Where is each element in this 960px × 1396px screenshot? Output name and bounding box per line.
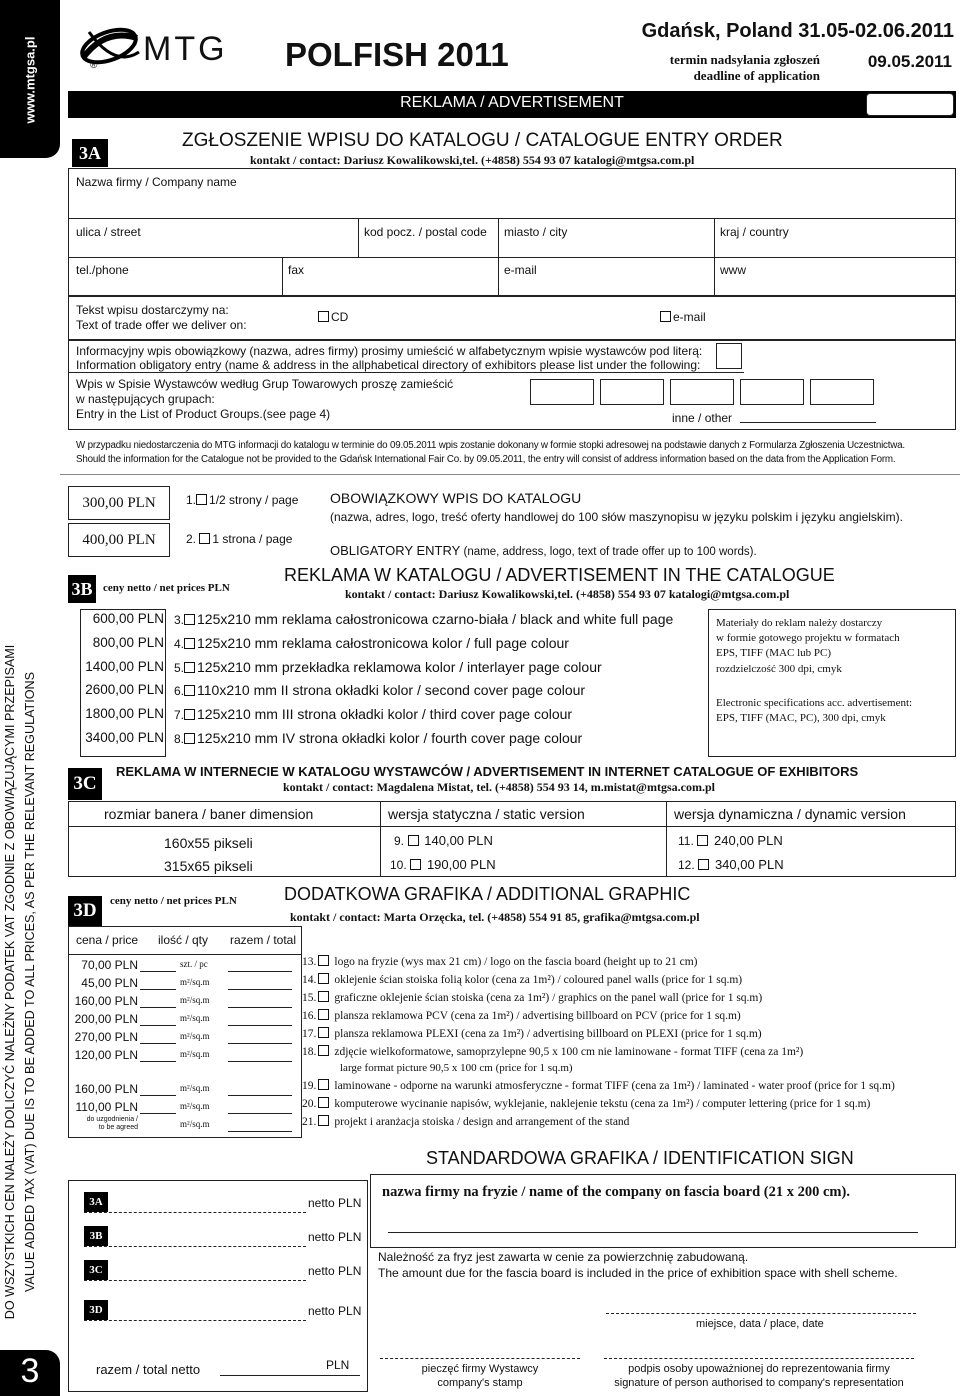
graphic-price: 120,00 PLN xyxy=(74,1048,138,1062)
total-input[interactable] xyxy=(228,1025,292,1026)
unit-label: m²/sq.m xyxy=(180,1119,210,1129)
checkbox[interactable] xyxy=(184,685,195,696)
total-pln: PLN xyxy=(326,1358,350,1372)
stamp-en: company's stamp xyxy=(437,1377,523,1389)
checkbox[interactable] xyxy=(318,973,329,984)
www-label[interactable]: www xyxy=(720,263,746,277)
col-static: wersja statyczna / static version xyxy=(388,806,585,822)
qty-input[interactable] xyxy=(140,971,176,972)
signature-en: signature of person authorised to company's representation xyxy=(614,1377,904,1389)
checkbox[interactable] xyxy=(410,859,421,870)
company-name-label: Nazwa firmy / Company name xyxy=(76,175,237,189)
total-input[interactable] xyxy=(220,1375,360,1376)
ad-option[interactable]: 3. 125x210 mm reklama całostronicowa czarno-biała / black and white full page xyxy=(174,611,674,627)
page-number: 3 xyxy=(20,1352,40,1390)
group-input-3[interactable] xyxy=(670,379,734,405)
option-half-page[interactable]: 1. 1/2 strony / page xyxy=(186,493,299,507)
checkbox[interactable] xyxy=(184,638,195,649)
qty-input[interactable] xyxy=(140,1061,176,1062)
checkbox[interactable] xyxy=(318,955,329,966)
form-divider xyxy=(68,218,956,219)
graphic-option[interactable]: 14. oklejenie ścian stoiska folią kolor (cena za 1m²) / coloured panel walls (price for 1 sq.m) xyxy=(302,974,743,986)
checkbox[interactable] xyxy=(318,1045,329,1056)
unit-label: m²/sq.m xyxy=(180,1031,210,1041)
total-label: razem / total netto xyxy=(96,1362,201,1377)
netto-label: netto PLN xyxy=(308,1264,362,1278)
checkbox[interactable] xyxy=(184,733,195,744)
checkbox[interactable] xyxy=(318,1097,329,1108)
section-tag-3d: 3D xyxy=(68,896,102,926)
group-input-5[interactable] xyxy=(810,379,874,405)
graphic-price: 110,00 PLN xyxy=(75,1100,138,1114)
graphic-price: 70,00 PLN xyxy=(81,958,138,972)
total-input[interactable] xyxy=(228,971,292,972)
country-label[interactable]: kraj / country xyxy=(720,225,789,239)
catalogue-ad-contact: kontakt / contact: Dariusz Kowalikowski,tel. (+4858) 554 93 07 katalogi@mtgsa.com.pl xyxy=(345,587,790,601)
qty-input[interactable] xyxy=(140,1113,176,1114)
total-input[interactable] xyxy=(228,989,292,990)
summary-tag: 3D xyxy=(84,1300,108,1320)
materials-2: w formie gotowego projektu w formatach xyxy=(716,632,900,644)
other-label: inne / other xyxy=(672,411,733,425)
catalogue-ad-title: REKLAMA W KATALOGU / ADVERTISEMENT IN THE CATALOGUE xyxy=(284,565,835,585)
signature-input[interactable] xyxy=(604,1358,914,1359)
stamp-pl: pieczęć firmy Wystawcy xyxy=(421,1363,539,1375)
event-title: POLFISH 2011 xyxy=(285,36,509,73)
fascia-input[interactable] xyxy=(388,1232,918,1233)
due-en: The amount due for the fascia board is included in the price of exhibition space with shell scheme. xyxy=(378,1266,898,1280)
company-name-field[interactable] xyxy=(240,170,954,218)
vat-note-vertical: DO WSZYSTKICH CEN NALEŻY DOLICZYĆ NALEŻNY PODATEK VAT ZGODNIE Z OBOWIĄZUJĄCYMI PRZEPISAMI VALUE ADDED TAX (VAT) DUE IS TO BE ADDED TO ALL PRICES, AS PER THE RELEVANT REGULATIONS xyxy=(3,644,37,1320)
obligatory-en: OBLIGATORY ENTRY (name, address, logo, text of trade offer up to 100 words). xyxy=(330,543,757,558)
form-divider xyxy=(282,257,283,296)
sign-title: STANDARDOWA GRAFIKA / IDENTIFICATION SIGN xyxy=(426,1148,854,1168)
ad-price: 3400,00 PLN xyxy=(85,730,164,745)
note-pl: W przypadku niedostarczenia do MTG informacji do katalogu w terminie do 09.05.2011 wpis zostanie dokonany w formie stopki adresowej na podstawie danych z Formularza Zgłoszenia Uczestnictwa. xyxy=(76,440,905,451)
summary-tag: 3A xyxy=(84,1192,108,1212)
form-divider xyxy=(358,218,359,258)
group-input-4[interactable] xyxy=(740,379,804,405)
catalogue-entry-title: ZGŁOSZENIE WPISU DO KATALOGU / CATALOGUE ENTRY ORDER xyxy=(182,130,783,151)
ad-option[interactable]: 5. 125x210 mm przekładka reklamowa kolor / interlayer page colour xyxy=(174,658,602,675)
col-banner-dim: rozmiar banera / baner dimension xyxy=(104,806,314,822)
graphic-option[interactable]: 16. plansza reklamowa PCV (cena za 1m²) / advertising billboard on PCV (price for 1 sq.m) xyxy=(302,1010,741,1022)
checkbox[interactable] xyxy=(196,494,207,505)
graphic-price: 200,00 PLN xyxy=(74,1012,138,1026)
ad-option[interactable]: 4. 125x210 mm reklama całostronicowa kolor / full page colour xyxy=(174,634,569,651)
logo-text: MTG xyxy=(143,30,228,68)
place-dates: Gdańsk, Poland 31.05-02.06.2011 xyxy=(641,20,954,42)
postal-code-label[interactable]: kod pocz. / postal code xyxy=(364,225,487,239)
summary-input[interactable] xyxy=(84,1212,306,1213)
qty-input[interactable] xyxy=(140,1043,176,1044)
registered-mark: ® xyxy=(90,60,98,71)
graphic-option[interactable]: 18. zdjęcie wielkoformatowe, samoprzylepne 90,5 x 100 cm nie laminowane - format TIFF (cena za 1m²) xyxy=(302,1046,804,1058)
form-divider xyxy=(498,218,499,296)
option-11[interactable]: 11. 240,00 PLN xyxy=(678,833,783,848)
checkbox[interactable] xyxy=(408,835,419,846)
ad-option[interactable]: 6. 110x210 mm II strona okładki kolor / second cover page colour xyxy=(174,682,586,699)
ad-price: 1400,00 PLN xyxy=(85,658,164,674)
unit-label: m²/sq.m xyxy=(180,977,210,987)
total-input[interactable] xyxy=(228,1131,292,1132)
info-pl: Informacyjny wpis obowiązkowy (nazwa, adres firmy) prosimy umieścić w alfabetycznym wpisie wystawców pod literą: xyxy=(76,344,703,358)
phone-label[interactable]: tel./phone xyxy=(76,263,129,277)
fax-label[interactable]: fax xyxy=(288,263,305,277)
street-label[interactable]: ulica / street xyxy=(76,225,141,239)
header-qty: ilość / qty xyxy=(158,933,209,947)
unit-label: m²/sq.m xyxy=(180,1013,210,1023)
deadline-pl: termin nadsyłania zgłoszeń xyxy=(669,52,820,67)
ad-option[interactable]: 7. 125x210 mm III strona okładki kolor / third cover page colour xyxy=(174,706,573,723)
additional-graphic-contact: kontakt / contact: Marta Orzęcka, tel. (+4858) 554 91 85, grafika@mtgsa.com.pl xyxy=(290,910,700,924)
internet-ad-title: REKLAMA W INTERNECIE W KATALOGU WYSTAWCÓW / ADVERTISEMENT IN INTERNET CATALOGUE OF EXHIBITORS xyxy=(116,764,859,779)
form-divider xyxy=(714,218,715,296)
checkbox[interactable] xyxy=(318,1079,329,1090)
unit-label: m²/sq.m xyxy=(180,1101,210,1111)
qty-input[interactable] xyxy=(140,1095,176,1096)
col-dynamic: wersja dynamiczna / dynamic version xyxy=(674,806,906,822)
option-cd[interactable]: CD xyxy=(318,310,348,324)
netto-label: netto PLN xyxy=(308,1304,362,1318)
spec-2: EPS, TIFF (MAC, PC), 300 dpi, cmyk xyxy=(716,712,886,724)
spec-1: Electronic specifications acc. advertisement: xyxy=(716,697,913,709)
obligatory-title: OBOWIĄZKOWY WPIS DO KATALOGU xyxy=(330,490,582,506)
banner-size-1: 160x55 pikseli xyxy=(164,835,253,851)
total-input[interactable] xyxy=(228,1061,292,1062)
graphic-option[interactable]: 19. laminowane - odporne na warunki atmosferyczne - format TIFF (cena za 1m²) / laminated - water proof (price for 1 sq.m) xyxy=(302,1080,895,1092)
catalogue-entry-contact: kontakt / contact: Dariusz Kowalikowski,tel. (+4858) 554 93 07 katalogi@mtgsa.com.pl xyxy=(250,153,695,167)
unit-label: m²/sq.m xyxy=(180,1049,210,1059)
due-pl: Należność za fryz jest zawarta w cenie za powierzchnię zabudowaną. xyxy=(378,1250,749,1264)
option-10[interactable]: 10. 190,00 PLN xyxy=(390,857,496,872)
price-300: 300,00 PLN xyxy=(68,486,170,520)
form-divider xyxy=(68,372,744,373)
additional-graphic-title: DODATKOWA GRAFIKA / ADDITIONAL GRAPHIC xyxy=(284,884,691,904)
place-date-label: miejsce, data / place, date xyxy=(696,1318,824,1330)
table-divider xyxy=(68,954,302,955)
summary-tag: 3C xyxy=(84,1260,108,1280)
section-tag-3a: 3A xyxy=(72,139,108,167)
unit-label: m²/sq.m xyxy=(180,995,210,1005)
total-input[interactable] xyxy=(228,1007,292,1008)
total-input[interactable] xyxy=(228,1043,292,1044)
checkbox[interactable] xyxy=(660,311,671,322)
section-tag-3b: 3B xyxy=(68,575,96,603)
deliver-pl: Tekst wpisu dostarczymy na: xyxy=(76,303,229,317)
materials-3: EPS, TIFF (MAC lub PC) xyxy=(716,647,832,659)
section-tag-3c: 3C xyxy=(68,768,102,800)
ad-price: 800,00 PLN xyxy=(92,634,164,650)
total-input[interactable] xyxy=(228,1113,292,1114)
fascia-label: nazwa firmy na fryzie / name of the company on fascia board (21 x 200 cm). xyxy=(382,1184,850,1200)
net-prices-3b: ceny netto / net prices PLN xyxy=(103,582,230,594)
groups-pl1: Wpis w Spisie Wystawców według Grup Towarowych proszę zamieścić xyxy=(76,377,454,391)
obligatory-pl: (nazwa, adres, logo, treść oferty handlowej do 100 słów maszynopisu w języku polskim i języku angielskim). xyxy=(330,510,903,524)
qty-input[interactable] xyxy=(140,989,176,990)
deliver-en: Text of trade offer we deliver on: xyxy=(76,318,247,332)
option-12[interactable]: 12. 340,00 PLN xyxy=(678,857,784,872)
internet-ad-contact: kontakt / contact: Magdalena Mistat, tel. (+4858) 554 93 14, m.mistat@mtgsa.com.pl xyxy=(283,780,715,794)
ad-price: 1800,00 PLN xyxy=(85,706,164,722)
place-date-input[interactable] xyxy=(606,1313,916,1314)
checkbox[interactable] xyxy=(318,1027,329,1038)
email-label[interactable]: e-mail xyxy=(504,263,537,277)
graphic-option[interactable]: 17. plansza reklamowa PLEXI (cena za 1m²) / advertising billboard on PLEXI (price for 1 sq.m) xyxy=(302,1028,762,1040)
checkbox[interactable] xyxy=(318,991,329,1002)
qty-input[interactable] xyxy=(140,1007,176,1008)
materials-1: Materiały do reklam należy dostarczy xyxy=(716,617,883,629)
checkbox[interactable] xyxy=(698,859,709,870)
stamp-box[interactable] xyxy=(866,93,954,116)
graphic-price: 45,00 PLN xyxy=(81,976,138,990)
graphic-price: 160,00 PLN xyxy=(74,1082,138,1096)
info-en: Information obligatory entry (name & address in the allphabetical directory of exhibitors please list under the following: xyxy=(76,358,701,372)
banner-text: REKLAMA / ADVERTISEMENT xyxy=(400,94,624,111)
checkbox[interactable] xyxy=(318,1115,329,1126)
group-input-2[interactable] xyxy=(600,379,664,405)
header-total: razem / total xyxy=(230,933,297,947)
net-prices-3d: ceny netto / net prices PLN xyxy=(110,895,237,907)
checkbox[interactable] xyxy=(184,614,195,625)
price-400: 400,00 PLN xyxy=(68,523,170,557)
ad-price: 2600,00 PLN xyxy=(85,682,164,698)
city-label[interactable]: miasto / city xyxy=(504,225,568,239)
letter-input[interactable] xyxy=(716,343,742,369)
checkbox[interactable] xyxy=(184,709,195,720)
table-divider xyxy=(68,826,956,827)
unit-label: m²/sq.m xyxy=(180,1083,210,1093)
deadline-date: 09.05.2011 xyxy=(867,52,952,71)
option-9[interactable]: 9. 140,00 PLN xyxy=(394,833,493,848)
option-email[interactable]: e-mail xyxy=(660,310,706,324)
deadline-en: deadline of application xyxy=(693,68,820,83)
checkbox[interactable] xyxy=(318,1009,329,1020)
total-input[interactable] xyxy=(228,1095,292,1096)
note-en: Should the information for the Catalogue not be provided to the Gdańsk International Fair Co. by 09.05.2011, the entry will consist of address information based on the data from the Application Form. xyxy=(76,454,896,465)
other-input[interactable] xyxy=(740,422,876,423)
signature-pl: podpis osoby upoważnionej do reprezentowania firmy xyxy=(628,1363,890,1375)
graphic-option[interactable]: 20. komputerowe wycinanie napisów, wyklejanie, naklejenie tekstu (cena za 1m²) / computer lettering (price for 1 sq.m) xyxy=(302,1098,871,1110)
netto-label: netto PLN xyxy=(308,1230,362,1244)
graphic-price: 270,00 PLN xyxy=(74,1030,138,1044)
option-full-page[interactable]: 2. 1 strona / page xyxy=(186,532,293,546)
row18-en: large format picture 90,5 x 100 cm (price for 1 sq.m) xyxy=(340,1062,573,1074)
summary-tag: 3B xyxy=(84,1226,108,1246)
group-input-1[interactable] xyxy=(530,379,594,405)
banner-size-2: 315x65 pikseli xyxy=(164,858,253,874)
header-price: cena / price xyxy=(76,933,139,947)
graphic-option[interactable]: 21. projekt i aranżacja stoiska / design and arrangement of the stand xyxy=(302,1116,630,1128)
unit-label: szt. / pc xyxy=(180,959,208,969)
graphic-option[interactable]: 13. logo na fryzie (wys max 21 cm) / logo on the fascia board (height up to 21 cm) xyxy=(302,956,698,968)
graphic-option[interactable]: 15. graficzne oklejenie ścian stoiska (cena za 1m²) / graphics on the panel wall (price for 1 sq.m) xyxy=(302,992,763,1004)
checkbox[interactable] xyxy=(184,662,195,673)
materials-4: rozdzielczość 300 dpi, cmyk xyxy=(716,663,842,675)
section-divider xyxy=(60,474,960,475)
checkbox[interactable] xyxy=(697,835,708,846)
graphic-price: do uzgodnienia / to be agreed xyxy=(86,1116,138,1131)
ad-option[interactable]: 8. 125x210 mm IV strona okładki kolor / fourth cover page colour xyxy=(174,730,583,746)
graphic-price: 160,00 PLN xyxy=(74,994,138,1008)
table-divider xyxy=(380,801,381,877)
checkbox[interactable] xyxy=(199,533,210,544)
checkbox[interactable] xyxy=(318,311,329,322)
table-divider xyxy=(666,801,667,877)
netto-label: netto PLN xyxy=(308,1196,362,1210)
groups-pl2: w następujących grupach: xyxy=(76,392,215,406)
summary-input[interactable] xyxy=(84,1246,306,1247)
form-divider xyxy=(68,257,956,258)
qty-input[interactable] xyxy=(140,1025,176,1026)
website-vertical[interactable]: www.mtgsa.pl xyxy=(22,36,38,124)
groups-en: Entry in the List of Product Groups.(see page 4) xyxy=(76,407,331,421)
summary-input[interactable] xyxy=(84,1280,306,1281)
stamp-input[interactable] xyxy=(380,1358,580,1359)
ad-price: 600,00 PLN xyxy=(92,611,164,626)
summary-input[interactable] xyxy=(84,1320,306,1321)
